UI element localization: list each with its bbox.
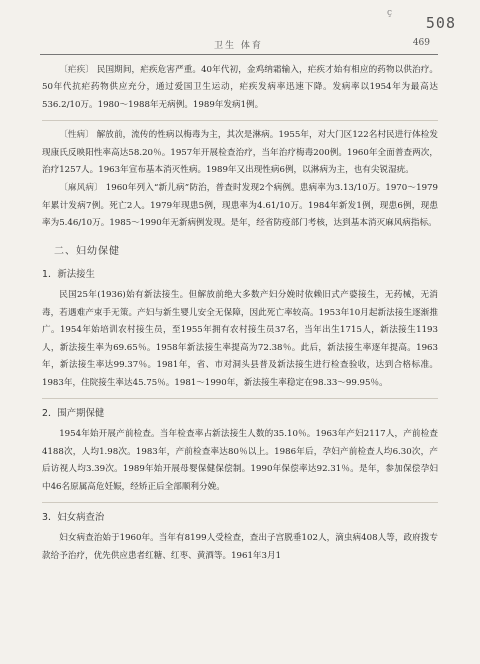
subheading-womens-disease: 3．妇女病查治 xyxy=(42,511,105,523)
paragraph-syphilis xyxy=(42,127,438,179)
text-malaria: 民国期间，疟疾危害严重。40年代初，金鸡纳霜输入，疟疾才始有相应的药物以供治疗。50年代抗疟药物供应充分，通过爱国卫生运动，疟疾发病率迅速下降。发病率以1954年为最高达536.2/10万。1980～1988年无病例。1989年发病1例。 xyxy=(42,65,438,110)
subheading-perinatal-care: 2．围产期保健 xyxy=(42,407,105,419)
header-page-number: 469 xyxy=(412,38,430,48)
paragraph-malaria xyxy=(42,62,438,114)
section-heading-maternal-child: 二、妇幼保健 xyxy=(54,245,120,257)
page-body xyxy=(42,62,438,566)
tag-syphilis: 〔性病〕 xyxy=(59,130,94,141)
tag-leprosy: 〔麻风病〕 xyxy=(59,183,103,194)
paragraph-womens-disease: 妇女病查治始于1960年。当年有8199人受检查，查出子宫脱垂102人，滴虫病408人等，政府拨专款给予治疗，优先供应患者红糖、红枣、黄酒等。1961年3月1 xyxy=(42,533,438,561)
header-title: 卫生 体育 xyxy=(214,41,263,51)
paragraph-new-delivery: 民国25年(1936)始有新法接生。但解放前绝大多数产妇分娩时依赖旧式产婆接生，无药械，无消毒，若遇难产束手无策。产妇与新生婴儿安全无保障，因此死亡率较高。1953年10月起新法接生逐渐推广。1954年始培训农村接生员，至1955年拥有农村接生员37名，当年出生1715人，新法接生1193人，新法接生率为69.65％。1958年新法接生率提高为72.38％。此后，新法接生率逐年提高。1963年，新法接生率达99.37％。1981年，省、市对洞头县普及新法接生进行检查验收，达到合格标准。1983年，住院接生率达45.75％。1981～1990年，新法接生率稳定在98.33～99.95％。 xyxy=(42,290,438,388)
pencil-mark: ç xyxy=(386,8,392,18)
paragraph-leprosy xyxy=(42,180,438,232)
running-header xyxy=(40,38,440,52)
divider xyxy=(42,502,438,503)
subheading-new-delivery: 1．新法接生 xyxy=(42,269,95,281)
divider xyxy=(42,398,438,399)
handwritten-page-number: 508 xyxy=(425,14,456,32)
text-leprosy: 1960年列入“新儿病”防治，普查时发现2个病例。患病率为3.13/10万。1970～1979年累计发病7例。死亡2人。1979年现患5例，现患率为4.61/10万。1984年新发1例，现患6例，现患率为5.46/10万。1985～1990年无新病例发现。是年，经省防疫部门考核，达到基本消灭麻风病指标。 xyxy=(42,183,438,229)
tag-malaria: 〔疟疾〕 xyxy=(59,65,94,75)
divider xyxy=(42,120,438,121)
header-rule xyxy=(40,54,438,55)
paragraph-perinatal-care: 1954年始开展产前检查。当年检查率占新法接生人数的35.10％。1963年产妇2117人，产前检查4188次，人均1.98次。1983年，产前检查率达80％以上。1986年后，孕妇产前检查人均6.30次，产后访视人均3.39次。1989年始开展母婴保健保偿制。1990年保偿率达92.31％。是年，参加保偿孕妇中46名原属高危妊娠，经矫正后全部顺利分娩。 xyxy=(42,429,438,492)
text-syphilis: 解放前，流传的性病以梅毒为主，其次是淋病。1955年，对大门区122名村民进行体检发现康氏反映阳性率高达58.20％。1957年开展检查治疗，当年治疗梅毒200例。1960年全面普查两次，治疗1257人。1963年宣布基本消灭性病。1989年又出现性病6例，以淋病为主，也有尖锐湿疣。 xyxy=(42,130,438,176)
